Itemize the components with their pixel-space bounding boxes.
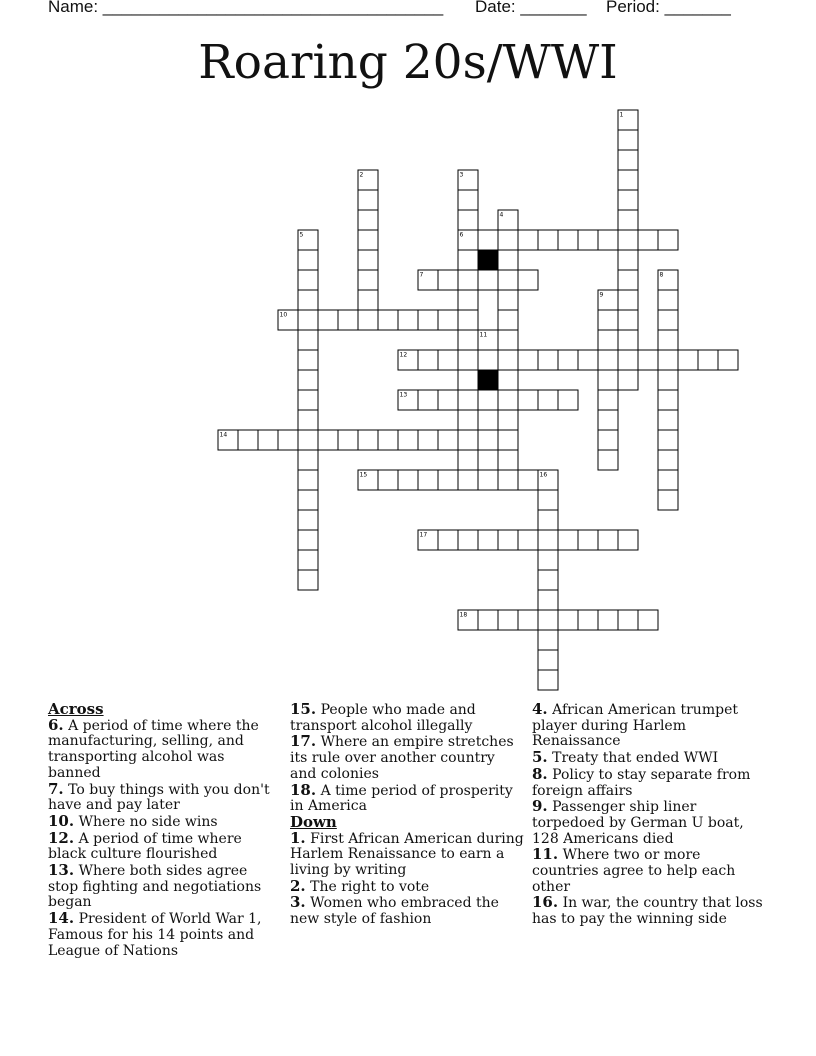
clues-column-1 [48, 702, 280, 959]
grid-cell[interactable] [498, 310, 518, 330]
date-field-label: Date: _______ [475, 0, 587, 16]
clue-text: A time period of prosperity in America [290, 782, 513, 815]
grid-cell[interactable] [478, 350, 498, 370]
clue-number: 3. [290, 893, 306, 912]
grid-cell[interactable] [298, 410, 318, 430]
grid-cell[interactable] [298, 450, 318, 470]
cell-number: 18 [459, 611, 468, 619]
grid-cell[interactable] [458, 310, 478, 330]
grid-cell[interactable] [578, 350, 598, 370]
clue-number: 16. [532, 893, 559, 912]
name-field-label: Name: ____________________________________ [48, 0, 444, 16]
grid-cell[interactable] [358, 310, 378, 330]
cell-number: 3 [459, 171, 464, 179]
cell-number: 1 [619, 111, 624, 119]
grid-cell[interactable] [658, 470, 678, 490]
grid-cell[interactable] [298, 250, 318, 270]
clue-text: Treaty that ended WWI [552, 750, 719, 767]
grid-cell[interactable] [338, 430, 358, 450]
down-clue [532, 799, 764, 847]
grid-cell[interactable] [618, 150, 638, 170]
grid-cell[interactable] [618, 290, 638, 310]
grid-cell[interactable] [518, 610, 538, 630]
clue-text: Where both sides agree stop fighting and negotiations began [48, 863, 262, 911]
grid-cell[interactable] [658, 290, 678, 310]
grid-cell[interactable] [438, 530, 458, 550]
cell-number: 8 [659, 271, 664, 279]
grid-cell[interactable] [538, 390, 558, 410]
grid-cell[interactable] [358, 230, 378, 250]
grid-cell[interactable] [598, 310, 618, 330]
clue-text: The right to vote [310, 878, 430, 895]
cell-number: 17 [419, 531, 428, 539]
grid-cell[interactable] [458, 330, 478, 350]
grid-cell[interactable] [298, 470, 318, 490]
grid-cell[interactable] [618, 610, 638, 630]
grid-cell[interactable] [598, 430, 618, 450]
grid-cell[interactable] [438, 470, 458, 490]
grid-cell[interactable] [598, 330, 618, 350]
grid-cell[interactable] [618, 170, 638, 190]
grid-cell[interactable] [678, 350, 698, 370]
grid-cell[interactable] [658, 330, 678, 350]
grid-cell[interactable] [498, 390, 518, 410]
black-cell [478, 250, 498, 270]
grid-cell[interactable] [458, 190, 478, 210]
grid-cell[interactable] [498, 250, 518, 270]
clue-text: Passenger ship liner torpedoed by German U boat, 128 Americans died [532, 799, 744, 847]
clue-number: 12. [48, 828, 75, 847]
grid-cell[interactable] [618, 370, 638, 390]
grid-cell[interactable] [478, 430, 498, 450]
clue-text: A period of time where black culture flourished [48, 830, 242, 863]
down-clue [532, 895, 764, 927]
cell-number: 13 [399, 391, 408, 399]
grid-cell[interactable] [538, 530, 558, 550]
grid-cell[interactable] [498, 330, 518, 350]
clue-number: 9. [532, 797, 548, 816]
grid-cell[interactable] [458, 370, 478, 390]
grid-cell[interactable] [358, 250, 378, 270]
grid-cell[interactable] [598, 610, 618, 630]
clue-text: Where no side wins [78, 813, 218, 830]
clue-number: 13. [48, 861, 75, 880]
grid-cell[interactable] [378, 470, 398, 490]
grid-cell[interactable] [658, 450, 678, 470]
grid-cell[interactable] [618, 210, 638, 230]
grid-cell[interactable] [458, 210, 478, 230]
grid-cell[interactable] [718, 350, 738, 370]
across-clue [48, 715, 280, 782]
grid-cell[interactable] [498, 290, 518, 310]
grid-cell[interactable] [598, 450, 618, 470]
clue-number: 7. [48, 779, 64, 798]
grid-cell[interactable] [298, 570, 318, 590]
across-clue [48, 863, 280, 911]
clue-text: African American trumpet player during Harlem Renaissance [532, 702, 738, 750]
grid-cell[interactable] [298, 550, 318, 570]
grid-cell[interactable] [478, 270, 498, 290]
across-heading: Across [48, 700, 104, 718]
grid-cell[interactable] [558, 390, 578, 410]
grid-cell[interactable] [598, 370, 618, 390]
grid-cell[interactable] [478, 610, 498, 630]
period-field-label: Period: _______ [606, 0, 731, 16]
grid-cell[interactable] [378, 430, 398, 450]
grid-cell[interactable] [538, 570, 558, 590]
grid-cell[interactable] [638, 610, 658, 630]
grid-cell[interactable] [478, 470, 498, 490]
grid-cell[interactable] [618, 330, 638, 350]
grid-cell[interactable] [498, 610, 518, 630]
grid-cell[interactable] [258, 430, 278, 450]
grid-cell[interactable] [618, 130, 638, 150]
grid-cell[interactable] [518, 470, 538, 490]
grid-cell[interactable] [298, 430, 318, 450]
clue-number: 15. [290, 700, 317, 718]
grid-cell[interactable] [418, 310, 438, 330]
clue-text: Policy to stay separate from foreign affairs [532, 766, 751, 799]
grid-cell[interactable] [298, 310, 318, 330]
grid-cell[interactable] [618, 230, 638, 250]
cell-number: 10 [279, 311, 288, 319]
grid-cell[interactable] [298, 390, 318, 410]
grid-cell[interactable] [398, 470, 418, 490]
grid-cell[interactable] [458, 390, 478, 410]
clue-text: A period of time where the manufacturing, selling, and transporting alcohol was banned [48, 717, 259, 781]
grid-cell[interactable] [458, 430, 478, 450]
clue-number: 1. [290, 828, 306, 847]
grid-cell[interactable] [498, 530, 518, 550]
grid-cell[interactable] [238, 430, 258, 450]
clue-text: People who made and transport alcohol illegally [290, 702, 476, 734]
grid-cell[interactable] [618, 350, 638, 370]
black-cell [478, 370, 498, 390]
grid-cell[interactable] [638, 350, 658, 370]
grid-cell[interactable] [598, 530, 618, 550]
grid-cell[interactable] [698, 350, 718, 370]
cell-number: 7 [419, 271, 424, 279]
grid-cell[interactable] [458, 290, 478, 310]
down-clue [532, 847, 764, 895]
grid-cell[interactable] [458, 350, 478, 370]
cell-number: 6 [459, 231, 464, 239]
clue-text: To buy things with you don't have and pay later [48, 781, 270, 814]
grid-cell[interactable] [538, 550, 558, 570]
grid-cell[interactable] [658, 430, 678, 450]
grid-cell[interactable] [478, 450, 498, 470]
grid-cell[interactable] [458, 450, 478, 470]
down-clue [290, 876, 524, 896]
grid-cell[interactable] [298, 370, 318, 390]
grid-cell[interactable] [498, 430, 518, 450]
clue-number: 4. [532, 700, 548, 718]
grid-cell[interactable] [498, 270, 518, 290]
grid-cell[interactable] [498, 350, 518, 370]
across-clue [48, 828, 280, 863]
grid-cell[interactable] [438, 390, 458, 410]
clues-column-2 [290, 702, 524, 928]
clue-text: President of World War 1, Famous for his 14 points and League of Nations [48, 911, 262, 959]
grid-cell[interactable] [658, 230, 678, 250]
cell-number: 9 [599, 291, 604, 299]
grid-cell[interactable] [298, 350, 318, 370]
grid-cell[interactable] [578, 530, 598, 550]
across-clue [48, 779, 280, 814]
grid-cell[interactable] [558, 230, 578, 250]
grid-cell[interactable] [598, 350, 618, 370]
clue-number: 17. [290, 732, 317, 751]
grid-cell[interactable] [538, 630, 558, 650]
cell-number: 4 [499, 211, 504, 219]
grid-cell[interactable] [398, 430, 418, 450]
grid-cell[interactable] [558, 350, 578, 370]
grid-cell[interactable] [418, 430, 438, 450]
grid-cell[interactable] [658, 310, 678, 330]
grid-cell[interactable] [598, 390, 618, 410]
cell-number: 2 [359, 171, 364, 179]
grid-cell[interactable] [538, 230, 558, 250]
grid-cell[interactable] [618, 530, 638, 550]
grid-cell[interactable] [358, 290, 378, 310]
grid-cell[interactable] [478, 390, 498, 410]
grid-cell[interactable] [498, 410, 518, 430]
cell-number: 14 [219, 431, 228, 439]
grid-cell[interactable] [658, 370, 678, 390]
grid-cell[interactable] [418, 350, 438, 370]
grid-cell[interactable] [658, 410, 678, 430]
grid-cell[interactable] [438, 310, 458, 330]
grid-cell[interactable] [658, 390, 678, 410]
across-clue [290, 702, 524, 734]
down-clue [532, 750, 764, 767]
across-clue [48, 911, 280, 959]
grid-cell[interactable] [498, 470, 518, 490]
grid-cell[interactable] [518, 390, 538, 410]
grid-cell[interactable] [638, 230, 658, 250]
grid-cell[interactable] [298, 490, 318, 510]
grid-cell[interactable] [438, 430, 458, 450]
clue-number: 18. [290, 780, 317, 799]
grid-cell[interactable] [418, 470, 438, 490]
grid-cell[interactable] [518, 230, 538, 250]
grid-cell[interactable] [398, 310, 418, 330]
clue-text: Where two or more countries agree to help each other [532, 847, 736, 895]
page-title: Roaring 20s/WWI [198, 35, 618, 90]
grid-cell[interactable] [418, 390, 438, 410]
grid-cell[interactable] [538, 590, 558, 610]
down-clue [290, 828, 524, 879]
grid-cell[interactable] [358, 190, 378, 210]
clue-text: Women who embraced the new style of fashion [290, 895, 499, 928]
grid-cell[interactable] [658, 490, 678, 510]
grid-cell[interactable] [518, 270, 538, 290]
grid-cell[interactable] [498, 450, 518, 470]
grid-cell[interactable] [618, 310, 638, 330]
grid-cell[interactable] [438, 270, 458, 290]
down-clue [290, 895, 524, 927]
grid-cell[interactable] [458, 250, 478, 270]
grid-cell[interactable] [438, 350, 458, 370]
clue-number: 14. [48, 909, 75, 928]
across-clue [48, 811, 280, 831]
grid-cell[interactable] [298, 270, 318, 290]
across-clue [290, 734, 524, 782]
clue-number: 10. [48, 811, 75, 830]
grid-cell[interactable] [618, 270, 638, 290]
grid-cell[interactable] [538, 490, 558, 510]
grid-cell[interactable] [558, 610, 578, 630]
grid-cell[interactable] [498, 370, 518, 390]
grid-cell[interactable] [458, 410, 478, 430]
grid-cell[interactable] [478, 230, 498, 250]
cell-number: 12 [399, 351, 408, 359]
clue-text: Where an empire stretches its rule over another country and colonies [290, 734, 514, 782]
down-heading: Down [290, 812, 337, 831]
down-clue [532, 702, 764, 750]
grid-cell[interactable] [478, 410, 498, 430]
grid-cell[interactable] [318, 310, 338, 330]
clue-number: 2. [290, 876, 306, 895]
grid-cell[interactable] [658, 350, 678, 370]
clue-number: 5. [532, 748, 548, 767]
grid-cell[interactable] [538, 510, 558, 530]
grid-cell[interactable] [578, 230, 598, 250]
cell-number: 5 [299, 231, 304, 239]
across-clue [290, 780, 524, 815]
cell-number: 15 [359, 471, 368, 479]
grid-cell[interactable] [478, 530, 498, 550]
grid-cell[interactable] [538, 610, 558, 630]
grid-cell[interactable] [538, 350, 558, 370]
grid-cell[interactable] [298, 330, 318, 350]
grid-cell[interactable] [558, 530, 578, 550]
grid-cell[interactable] [498, 230, 518, 250]
grid-cell[interactable] [458, 530, 478, 550]
clue-number: 11. [532, 845, 559, 864]
grid-cell[interactable] [358, 210, 378, 230]
grid-cell[interactable] [378, 310, 398, 330]
grid-cell[interactable] [338, 310, 358, 330]
grid-cell[interactable] [298, 290, 318, 310]
grid-cell[interactable] [538, 670, 558, 690]
grid-cell[interactable] [318, 430, 338, 450]
grid-cell[interactable] [598, 230, 618, 250]
grid-cell[interactable] [618, 190, 638, 210]
grid-cell[interactable] [298, 510, 318, 530]
grid-cell[interactable] [518, 350, 538, 370]
cell-number: 16 [539, 471, 548, 479]
grid-cell[interactable] [598, 410, 618, 430]
grid-cell[interactable] [578, 610, 598, 630]
grid-cell[interactable] [458, 470, 478, 490]
clue-text: In war, the country that loss has to pay the winning side [532, 895, 763, 928]
grid-cell[interactable] [298, 530, 318, 550]
clue-text: First African American during Harlem Renaissance to earn a living by writing [290, 830, 524, 879]
grid-cell[interactable] [358, 430, 378, 450]
grid-cell[interactable] [538, 650, 558, 670]
grid-cell[interactable] [278, 430, 298, 450]
grid-cell[interactable] [518, 530, 538, 550]
down-clue [532, 764, 764, 799]
clues-column-3 [532, 702, 764, 928]
cell-number: 11 [479, 331, 488, 339]
grid-cell[interactable] [618, 250, 638, 270]
grid-cell[interactable] [458, 270, 478, 290]
clue-number: 8. [532, 764, 548, 783]
grid-cell[interactable] [358, 270, 378, 290]
clue-number: 6. [48, 715, 64, 734]
